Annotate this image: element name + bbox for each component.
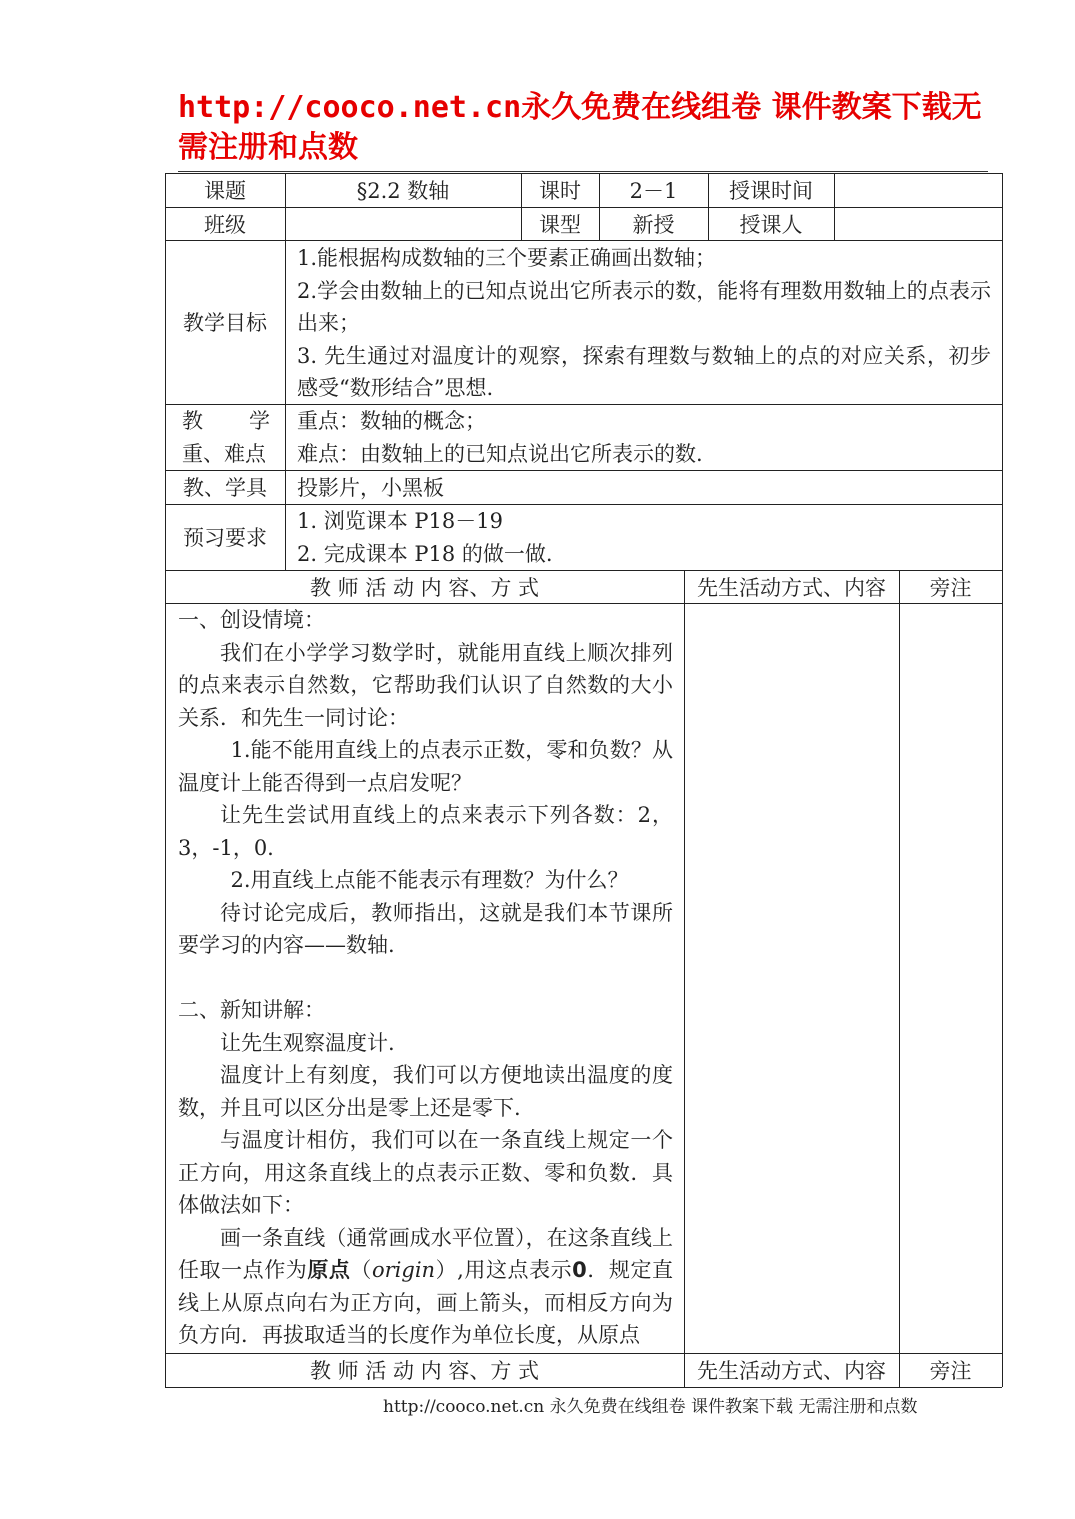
paragraph: 温度计上有刻度，我们可以方便地读出温度的度数，并且可以区分出是零上还是零下. [178,1063,673,1120]
note-header: 旁注 [929,575,972,600]
tools-value: 投影片，小黑板 [297,476,444,500]
site-url[interactable]: http://cooco.net.cn [178,90,522,125]
time-label: 授课时间 [729,179,813,203]
header-rule [178,171,988,172]
focus-label-b: 学 [249,409,270,433]
paragraph: 与温度计相仿，我们可以在一条直线上规定一个正方向，用这条直线上的点表示正数、零和负数．具体做法如下： [178,1128,673,1217]
goals-label: 教学目标 [183,311,267,335]
text-span: （ [350,1258,372,1282]
banner-line-1 [178,88,998,128]
banner-text-1: 永久免费在线组卷 课件教案下载无 [521,90,982,125]
origin-term: 原点 [307,1257,351,1282]
paragraph: 让先生尝试用直线上的点来表示下列各数：2，3，-1，0. [178,803,673,860]
period-label: 课时 [539,179,581,203]
preview-list [297,505,991,570]
table-col-rule [899,570,900,1387]
zero-symbol: 0 [572,1258,587,1282]
teacher-activity-header-bottom: 教 师 活 动 内 容、方 式 [309,1359,540,1383]
table-rule [165,240,1002,241]
site-banner [178,88,998,168]
table-border-bottom [165,1387,1002,1388]
type-label: 课型 [539,212,581,237]
period-value: 2－1 [629,179,678,203]
section-1-title: 一、创设情境： [178,608,325,632]
student-activity-header: 先生活动方式、内容 [697,575,886,600]
focus-label-line-1 [182,405,270,438]
table-col-rule [684,570,685,1387]
text-span: ．规定直线上从原点向右为正方向，画上箭头，而相反方向为负方向．再拔取适当的长度作为单位长度，从原点 [178,1258,674,1347]
topic-label: 课题 [204,179,246,203]
paragraph: 待讨论完成后，教师指出，这就是我们本节课所要学习的内容——数轴. [178,900,673,957]
text-span: 画一条直线（通常画成水平位置），在这条直线上任取一点作为 [178,1225,673,1282]
goal-item: 1.能根据构成数轴的三个要素正确画出数轴； [297,246,717,270]
preview-item: 1. 浏览课本 P18－19 [297,509,503,533]
topic-value: §2.2 数轴 [356,179,450,203]
focus-label [182,405,270,470]
class-label: 班级 [204,212,246,237]
difficult-point: 难点：由数轴上的已知点说出它所表示的数. [297,441,703,466]
focus-content [297,405,991,470]
teacher-label: 授课人 [739,212,803,237]
preview-item: 2. 完成课本 P18 的做一做. [297,541,553,566]
section-2-title: 二、新知讲解： [178,998,325,1022]
teacher-activity-content [178,604,673,1352]
goal-item: 3. 先生通过对温度计的观察，探索有理数与数轴上的点的对应关系，初步感受“数形结合”思想. [297,343,991,400]
goals-list [297,242,991,405]
note-header-bottom: 旁注 [929,1359,972,1383]
goal-item: 2.学会由数轴上的已知点说出它所表示的数，能将有理数用数轴上的点表示出来； [297,278,991,335]
text-span: ）,用这点表示 [435,1258,573,1282]
paragraph: 让先生观察温度计. [220,1030,395,1055]
question-1: 1.能不能用直线上的点表示正数，零和负数？从温度计上能否得到一点启发呢？ [178,738,673,795]
origin-english: origin [371,1258,436,1282]
blank-line [178,962,673,995]
focus-label-a: 教 [182,409,203,433]
key-point: 重点：数轴的概念； [297,409,486,433]
time-value [834,173,1002,207]
table-border-right [1002,173,1003,1387]
student-activity-header-bottom: 先生活动方式、内容 [697,1359,886,1383]
teacher-activity-header: 教 师 活 动 内 容、方 式 [309,575,540,600]
preview-label: 预习要求 [183,526,267,550]
question-2: 2.用直线上点能不能表示有理数？为什么？ [230,868,629,892]
paragraph-origin [178,1222,673,1352]
type-value: 新授 [632,212,675,237]
page-footer: http://cooco.net.cn 永久免费在线组卷 课件教案下载 无需注册和点数 [383,1397,918,1417]
tools-label: 教、学具 [183,476,267,500]
teacher-value [834,207,1002,240]
class-value [285,207,521,240]
banner-line-2: 需注册和点数 [178,130,358,165]
paragraph: 我们在小学学习数学时，就能用直线上顺次排列的点来表示自然数，它帮助我们认识了自然数的大小关系．和先生一同讨论： [178,640,673,730]
focus-label-line-2: 重、难点 [182,441,266,466]
